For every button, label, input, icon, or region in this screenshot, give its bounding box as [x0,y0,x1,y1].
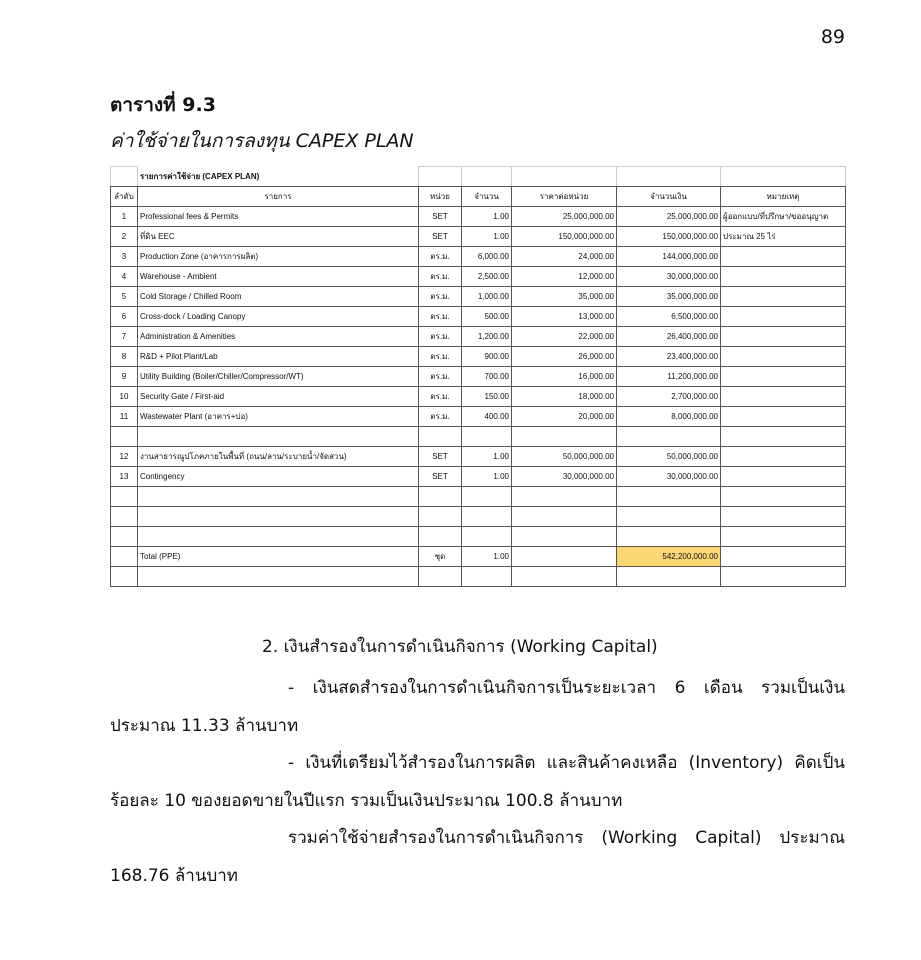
table-cell [462,487,512,507]
table-cell [111,547,138,567]
table-cell [721,567,846,587]
table-cell [721,307,846,327]
table-cell: 150,000,000.00 [617,227,721,247]
table-cell: Cross-dock / Loading Canopy [138,307,419,327]
table-cell: 8,000,000.00 [617,407,721,427]
table-cell: ชุด [419,547,462,567]
table-cell: SET [419,467,462,487]
table-row [111,307,846,327]
table-cell: 150.00 [462,387,512,407]
table-cell: 700.00 [462,367,512,387]
table-cell: 25,000,000.00 [617,207,721,227]
table-title: รายการค่าใช้จ่าย (CAPEX PLAN) [138,167,419,187]
table-cell [721,327,846,347]
table-cell [512,547,617,567]
table-row [111,227,846,247]
table-cell: 1.00 [462,207,512,227]
header-cell: หน่วย [419,187,462,207]
table-cell: 400.00 [462,407,512,427]
table-cell: 1.00 [462,547,512,567]
table-cell: Production Zone (อาคารการผลิต) [138,247,419,267]
table-cell [138,527,419,547]
header-cell: รายการ [138,187,419,207]
total-amount-cell: 542,200,000.00 [617,547,721,567]
table-cell: Total (PPE) [138,547,419,567]
table-cell: 1,200.00 [462,327,512,347]
table-cell: 16,000.00 [512,367,617,387]
paragraph-line: ร้อยละ 10 ของยอดขายในปีแรก รวมเป็นเงินประมาณ 100.8 ล้านบาท [110,791,623,811]
table-row [111,487,846,507]
table-cell [721,367,846,387]
table-cell [111,427,138,447]
table-cell: SET [419,447,462,467]
table-cell [419,487,462,507]
table-cell: 12 [111,447,138,467]
table-cell: 23,400,000.00 [617,347,721,367]
paragraph-line: รวมค่าใช้จ่ายสำรองในการดำเนินกิจการ (Working Capital) ประมาณ [288,828,845,848]
table-cell [721,487,846,507]
table-cell [138,427,419,447]
table-cell: ตร.ม. [419,267,462,287]
table-cell: 13,000.00 [512,307,617,327]
total-row [111,547,846,567]
table-cell [721,427,846,447]
table-cell [721,527,846,547]
table-cell: ตร.ม. [419,407,462,427]
table-cell: SET [419,207,462,227]
table-row [111,407,846,427]
table-cell: 2 [111,227,138,247]
table-cell [111,507,138,527]
table-caption: ค่าใช้จ่ายในการลงทุน CAPEX PLAN [110,130,414,152]
table-cell: 1 [111,207,138,227]
table-header-row [111,187,846,207]
paragraph-line: ประมาณ 11.33 ล้านบาท [110,716,299,736]
table-cell: 18,000.00 [512,387,617,407]
table-cell [111,487,138,507]
table-row [111,467,846,487]
table-cell: 2,500.00 [462,267,512,287]
table-cell: 24,000.00 [512,247,617,267]
table-cell [721,447,846,467]
page-number: 89 [820,26,845,48]
table-cell: 3 [111,247,138,267]
table-row [111,207,846,227]
table-cell: Professional fees & Permits [138,207,419,227]
table-cell: 6 [111,307,138,327]
table-cell [512,527,617,547]
table-cell: 12,000.00 [512,267,617,287]
table-cell [721,407,846,427]
table-cell: 11,200,000.00 [617,367,721,387]
table-cell: 25,000,000.00 [512,207,617,227]
table-cell [721,507,846,527]
table-cell: 50,000,000.00 [512,447,617,467]
table-cell: 6,500,000.00 [617,307,721,327]
table-cell: 4 [111,267,138,287]
table-cell: 1.00 [462,227,512,247]
header-cell: ลำดับ [111,187,138,207]
table-cell [419,567,462,587]
table-cell: 50,000,000.00 [617,447,721,467]
table-cell: 26,000.00 [512,347,617,367]
table-cell: 10 [111,387,138,407]
table-cell [138,507,419,527]
table-cell: 30,000,000.00 [512,467,617,487]
table-cell [617,567,721,587]
table-cell [512,507,617,527]
section-heading: 2. เงินสำรองในการดำเนินกิจการ (Working Capital) [262,637,658,657]
table-cell: ประมาณ 25 ไร่ [721,227,846,247]
table-cell: Contingency [138,467,419,487]
table-cell: 900.00 [462,347,512,367]
paragraph-line: - เงินที่เตรียมไว้สำรองในการผลิต และสินค้าคงเหลือ (Inventory) คิดเป็น [288,753,845,773]
table-cell [419,507,462,527]
table-row [111,507,846,527]
table-row [111,527,846,547]
table-cell: 7 [111,327,138,347]
table-cell [617,527,721,547]
table-cell: ตร.ม. [419,307,462,327]
paragraph-line: - เงินสดสำรองในการดำเนินกิจการเป็นระยะเวลา 6 เดือน รวมเป็นเงิน [288,678,845,698]
table-cell: Cold Storage / Chilled Room [138,287,419,307]
table-row [111,427,846,447]
table-cell: 30,000,000.00 [617,467,721,487]
table-cell: 1.00 [462,447,512,467]
table-row [111,247,846,267]
table-cell: ตร.ม. [419,287,462,307]
table-cell [721,547,846,567]
capex-table [110,166,846,587]
table-cell: SET [419,227,462,247]
table-cell [721,247,846,267]
table-cell [721,347,846,367]
table-title-row [111,167,846,187]
table-cell: Wastewater Plant (อาคาร+บ่อ) [138,407,419,427]
table-cell [721,387,846,407]
table-cell: 144,000,000.00 [617,247,721,267]
header-cell: ราคาต่อหน่วย [512,187,617,207]
table-cell [721,287,846,307]
table-cell: ตร.ม. [419,347,462,367]
table-row [111,267,846,287]
paragraph-line: 168.76 ล้านบาท [110,866,239,886]
table-cell: 13 [111,467,138,487]
table-row [111,347,846,367]
table-cell [462,427,512,447]
table-cell: 150,000,000.00 [512,227,617,247]
table-cell [419,427,462,447]
table-cell: ตร.ม. [419,327,462,347]
header-cell: จำนวนเงิน [617,187,721,207]
header-cell: หมายเหตุ [721,187,846,207]
table-cell [721,467,846,487]
table-cell: งานสาธารณูปโภคภายในพื้นที่ (ถนน/ลาน/ระบายน้ำ/จัดสวน) [138,447,419,467]
table-cell [462,507,512,527]
table-cell [138,567,419,587]
table-cell: 6,000.00 [462,247,512,267]
table-cell [462,567,512,587]
table-cell: Warehouse - Ambient [138,267,419,287]
table-cell: 26,400,000.00 [617,327,721,347]
table-cell: 35,000.00 [512,287,617,307]
table-cell [512,427,617,447]
table-cell [617,507,721,527]
table-cell: ผู้ออกแบบ/ที่ปรึกษา/ขออนุญาต [721,207,846,227]
table-row [111,447,846,467]
table-cell: Utility Building (Boiler/Chiller/Compressor/WT) [138,367,419,387]
table-label: ตารางที่ 9.3 [110,94,216,116]
table-cell: ตร.ม. [419,247,462,267]
table-row [111,287,846,307]
table-cell: 11 [111,407,138,427]
table-cell [617,487,721,507]
table-cell: 500.00 [462,307,512,327]
table-cell: Administration & Amenities [138,327,419,347]
header-cell: จำนวน [462,187,512,207]
table-row [111,367,846,387]
table-cell [419,527,462,547]
table-cell: 22,000.00 [512,327,617,347]
table-row [111,387,846,407]
table-cell [111,567,138,587]
table-cell [462,527,512,547]
table-cell [721,267,846,287]
table-cell [617,427,721,447]
table-cell: 2,700,000.00 [617,387,721,407]
table-cell: 30,000,000.00 [617,267,721,287]
table-cell: 20,000.00 [512,407,617,427]
table-cell: 1,000.00 [462,287,512,307]
table-cell: ที่ดิน EEC [138,227,419,247]
table-row [111,327,846,347]
table-cell: Security Gate / First-aid [138,387,419,407]
table-cell: ตร.ม. [419,387,462,407]
table-cell: 1.00 [462,467,512,487]
table-cell: 5 [111,287,138,307]
table-cell: 9 [111,367,138,387]
table-cell [138,487,419,507]
table-cell [512,567,617,587]
table-row [111,567,846,587]
table-cell: 8 [111,347,138,367]
table-cell: ตร.ม. [419,367,462,387]
capex-table-container [110,166,845,587]
table-cell: 35,000,000.00 [617,287,721,307]
table-cell [111,527,138,547]
table-cell [512,487,617,507]
table-cell: R&D + Pilot Plant/Lab [138,347,419,367]
